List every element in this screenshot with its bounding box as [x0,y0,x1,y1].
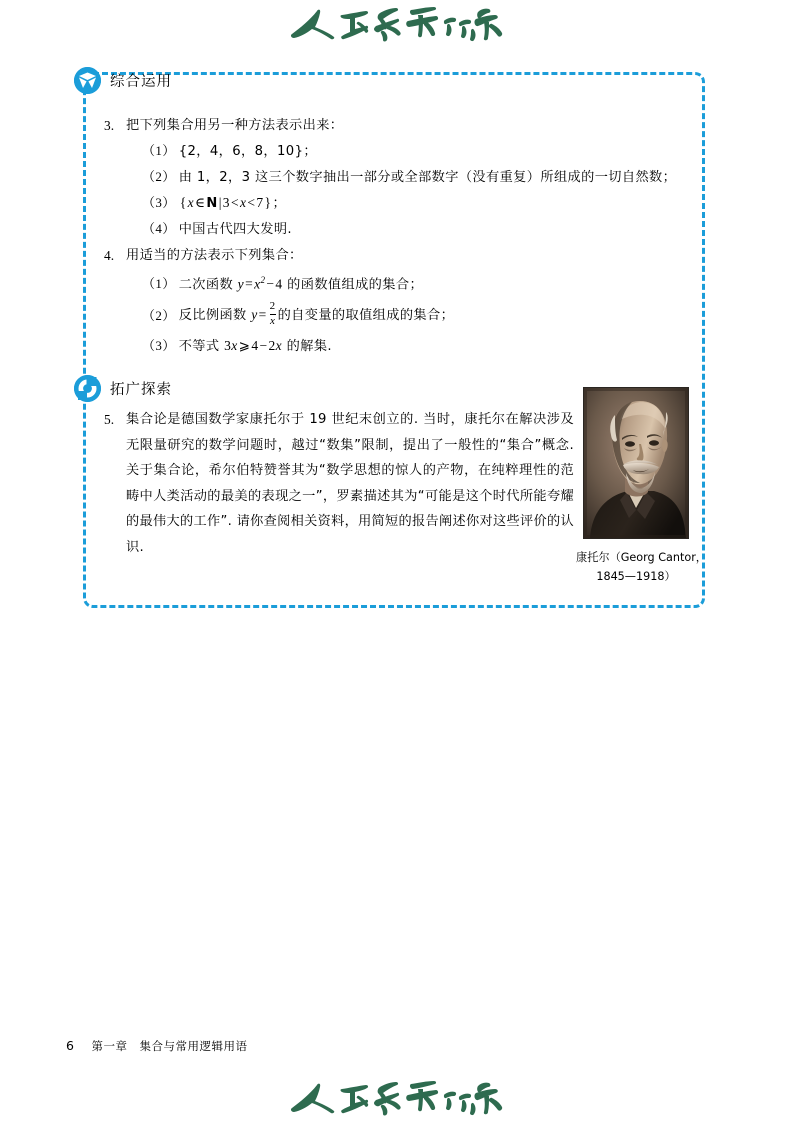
publisher-logo-top [0,4,794,49]
subitem-label: （2） [142,169,176,184]
exercise-number: 3. [104,118,115,133]
section-title: 综合运用 [110,74,172,90]
section-header-comprehensive-application [74,67,172,94]
subitem-text: {2，4，6，8，10}； [178,144,317,159]
subitem-label: （1） [142,143,176,158]
exercise-number: 5. [104,412,115,427]
exercise-subitem [126,268,690,297]
exercise-item-3 [104,113,690,242]
exercise-subitem [126,164,690,190]
exercise-panel [83,72,705,608]
publisher-logo-calligraphy-icon [286,4,508,44]
page-footer [66,1038,247,1054]
subitem-label: （1） [142,276,176,292]
exercise-subitem [126,216,690,242]
portrait-caption-line1: 康托尔（Georg Cantor， [576,551,707,564]
subitem-text: 不等式 3x⩾4−2x 的解集. [178,338,333,355]
exercise-number: 4. [104,248,115,263]
portrait-image [584,388,688,538]
publisher-logo-bottom [0,1078,794,1123]
georg-cantor-portrait [583,387,689,539]
exercise-subitem [126,333,690,359]
blue-diamond-badge-icon [74,67,101,94]
subitem-label: （2） [142,307,176,323]
exercise-list-comprehensive [104,113,690,360]
portrait-caption-line2: 1845—1918） [596,570,676,583]
exercise-paragraph: 集合论是德国数学家康托尔于 19 世纪末创立的. 当时，康托尔在解决涉及无限量研究的数学问题时，越过“数集”限制，提出了一般性的“集合”概念. 关于集合论，希尔伯特赞誉其为“数学思想的惊人的产物，在纯粹理性的范畴中人类活动的最美的表现之一”，罗素描述其为“可能是这个时代所能夸耀的最伟大的工作”. 请你查阅相关资料，用简短的报告阐述你对这些评价的认识. [126,412,574,555]
exercise-item-5 [104,407,574,560]
page-number: 6 [66,1038,75,1053]
publisher-logo-calligraphy-icon [286,1078,508,1118]
exercise-stem: 把下列集合用另一种方法表示出来： [126,118,344,133]
blue-circle-badge-icon [74,375,101,402]
subitem-text: 中国古代四大发明. [178,222,292,237]
subitem-text: 二次函数 $y=x^2-4$ 的函数值组成的集合； [178,275,424,293]
fraction-two-over-x: $\frac{2}{x}$ [269,300,276,327]
exercise-subitem [126,297,690,333]
exercise-list-expansion [104,407,574,561]
subitem-math: {x∈N|3<x<7}； [179,195,287,211]
subitem-text: 由 1，2，3 这三个数字抽出一部分或全部数字（没有重复）所组成的一切自然数； [178,170,677,185]
chapter-title: 第一章 集合与常用逻辑用语 [91,1039,248,1053]
section-header-expansion-exploration [74,375,172,402]
exercise-item-4 [104,243,690,359]
portrait-caption [576,548,707,586]
portrait-block [576,387,707,586]
section-title: 拓广探索 [110,382,172,398]
subitem-label: （4） [142,221,176,236]
subitem-label: （3） [142,338,176,354]
exercise-subitem [126,138,690,164]
subitem-text: 反比例函数 y= $\frac{2}{x}$ 的自变量的取值组成的集合； [178,300,455,327]
subitem-label: （3） [142,195,176,210]
exercise-stem: 用适当的方法表示下列集合： [126,248,303,263]
exercise-subitem [126,190,690,216]
